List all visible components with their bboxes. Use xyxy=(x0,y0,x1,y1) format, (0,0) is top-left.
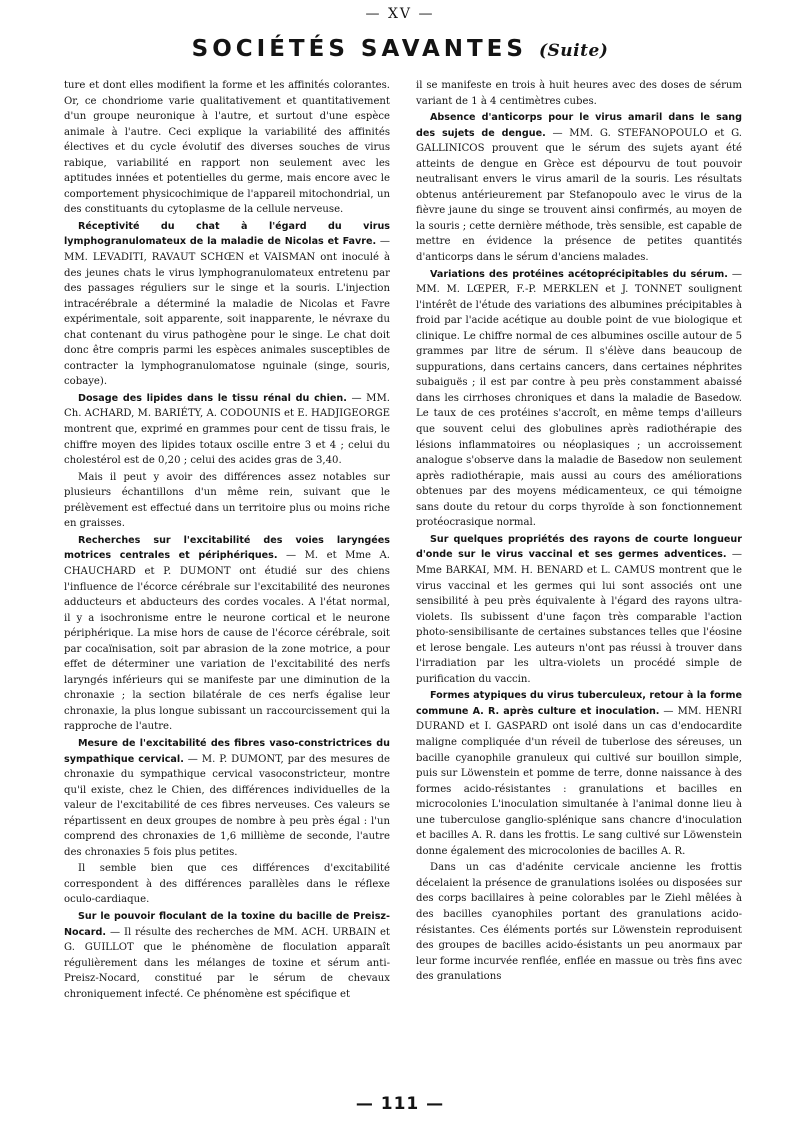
paragraph-text: Il semble bien que ces différences d'excitabilité correspondent à des différences parallèles dans le réflexe oculo-cardiaque. xyxy=(64,863,390,906)
paragraph-text: ture et dont elles modifient la forme et les affinités colorantes. Or, ce chondriome varie qualitativement et quantitativement d'un groupe neuronique à l'autre, et surtout d'une espèce animale à l'autre. Ceci explique la variabilité des affinités électives et du cycle évolutif des diverses souches de virus rabique, variabilité en rapport non seulement avec les aptitudes innées et potentielles du germe, mais encore avec le comportement physicochimique de l'appareil mitochondrial, un des constituants du cytoplasme de la cellule nerveuse. xyxy=(64,80,390,216)
paragraph xyxy=(64,861,390,908)
paragraph-heading: Formes atypiques du virus tuberculeux, retour à la forme commune A. R. après culture et inoculation. xyxy=(416,690,742,717)
paragraph xyxy=(64,470,390,532)
paragraph xyxy=(416,78,742,109)
paragraph xyxy=(64,391,390,469)
roman-page-number: — XV — xyxy=(365,6,435,22)
section-title xyxy=(0,36,800,62)
paragraph xyxy=(416,860,742,984)
paragraph-heading: Dosage des lipides dans le tissu rénal du chien. xyxy=(78,392,347,404)
section-title-text: SOCIÉTÉS SAVANTES xyxy=(191,36,527,62)
paragraph-heading: Réceptivité du chat à l'égard du virus lymphogranulomateux de la maladie de Nicolas et Favre. xyxy=(64,220,390,248)
paragraph xyxy=(64,533,390,735)
paragraph xyxy=(416,267,742,531)
paragraph-text: — MM. Ch. ACHARD, M. BARIÉTY, A. CODOUNIS et E. HADJIGEORGE montrent que, exprimé en grammes pour cent de tissu frais, le chiffre moyen des lipides totaux oscille entre 3 et 4 ; celui du cholestérol est de 0,20 ; celui des acides gras de 3,40. xyxy=(64,392,390,467)
paragraph-heading: Mesure de l'excitabilité des fibres vaso-constrictrices du sympathique cervical. xyxy=(64,737,390,765)
paragraph-heading: Variations des protéines acétoprécipitables du sérum. xyxy=(430,268,728,280)
paragraph-text: — M. P. DUMONT, par des mesures de chronaxie du sympathique cervical vasoconstricteur, montre qu'il existe, chez le Chien, des différences individuelles de la valeur de l'excitabilité de ces fibres nerveuses. Ces valeurs se répartissent en deux groupes de nombre à peu près égal : l'un comprend des chronaxies de 1,6 millième de seconde, l'autre des chronaxies 5 fois plus petites. xyxy=(64,753,390,858)
right-column xyxy=(416,78,742,1084)
paragraph xyxy=(64,219,390,390)
paragraph-text: — MM. M. LŒPER, F.-P. MERKLEN et J. TONNET soulignent l'intérêt de l'étude des variations des albumines précipitables à froid par l'acide acétique au double point de vue biologique et clinique. Le chiffre normal de ces albumines oscille autour de 5 grammes par litre de sérum. Il s'élève dans beaucoup de suppurations, dans certains cancers, dans certaines néphrites subaiguës ; il est par contre à peu près constamment abaissé dans les cirrhoses chroniques et dans la maladie de Basedow. Le taux de ces protéines s'accroît, en même temps d'ailleurs que souvent celui des globulines après radiothérapie des lésions inflammatoires ou néoplasiques ; un accroissement analogue s'observe dans la maladie de Basedow non seulement après radiothérapie, mais aussi au cours des améliorations obtenues par des moyens médicamenteux, ce qui témoigne sans doute du retour du corps thyroïde à son fonctionnement protéocrasique normal. xyxy=(416,268,742,529)
paragraph-text: — MM. LEVADITI, RAVAUT SCHŒN et VAISMAN ont inoculé à des jeunes chats le virus lymphogranulomateux entretenu par des passages réguliers sur le singe et la souris. L'injection intracérébrale a déterminé la maladie de Nicolas et Favre expérimentale, soit apparente, soit inapparente, le névraxe du chat contenant du virus pathogène pour le singe. Le chat doit donc être compris parmi les espèces animales susceptibles de contracter la lymphogranulomatose nguinale (singe, souris, cobaye). xyxy=(64,236,390,388)
paragraph xyxy=(64,736,390,860)
paragraph-text: il se manifeste en trois à huit heures avec des doses de sérum variant de 1 à 4 centimètres cubes. xyxy=(416,80,742,107)
paragraph-text: — Il résulte des recherches de MM. ACH. URBAIN et G. GUILLOT que le phénomène de floculation apparaît régulièrement dans les mélanges de toxine et sérum anti-Preisz-Nocard, constitué par le sérum de chevaux chroniquement infecté. Ce phénomène est spécifique et xyxy=(64,926,390,1000)
paragraph-heading: Sur le pouvoir floculant de la toxine du bacille de Preisz-Nocard. xyxy=(64,910,390,938)
paragraph-text: Dans un cas d'adénite cervicale ancienne les frottis décelaient la présence de granulations isolées ou disposées sur des corps bacillaires à peine colorables par le Ziehl mêlées à des bacilles cyanophiles portant des granulations acido-résistantes. Ces éléments portés sur Löwenstein reproduisent des groupes de bacilles acido-ésistants un peu anormaux par leur forme incurvée renflée, enflée en massue ou très fins avec des granulations xyxy=(416,862,742,983)
paragraph-text: — MM. G. STEFANOPOULO et G. GALLINICOS prouvent que le sérum des sujets ayant été atteints de dengue en Grèce est dépourvu de tout pouvoir neutralisant envers le virus amaril de la souris. Les résultats obtenus antérieurement par Stefanopoulo avec le virus de la fièvre jaune du singe se trouvent ainsi confirmés, au moyen de la souris ; cette dernière méthode, très sensible, est capable de mettre en évidence la présence de petites quantités d'anticorps dans le sérum d'anciens malades. xyxy=(416,127,742,264)
paragraph-text: — Mme BARKAI, MM. H. BENARD et L. CAMUS montrent que le virus vaccinal et les germes qui lui sont associés ont une sensibilité à peu près équivalente à l'égard des rayons ultra-violets. Ils subissent d'une façon très comparable l'action photo-sensibilisante de certaines substances telles que l'éosine et lerose bengale. Les auteurs n'ont pas réussi à trouver dans l'irradiation par les ultra-violets un procédé simple de purification du vaccin. xyxy=(416,549,742,685)
paragraph xyxy=(416,110,742,265)
section-subtitle: (Suite) xyxy=(538,41,609,61)
paragraph xyxy=(416,688,742,859)
paragraph xyxy=(416,532,742,687)
paragraph-text: — MM. HENRI DURAND et I. GASPARD ont isolé dans un cas d'endocardite maligne compliquée d'un réveil de tuberlose des séreuses, un bacille cyanophile granuleux qui cultivé sur bouillon simple, puis sur Löwenstein et pomme de terre, donne naissance à des formes acido-résistantes : granulations et bacilles en microcolonies L'inoculation simultanée à l'animal donne lieu à une tuberculose ganglio-splénique sans chancre d'inoculation et bacilles A. R. dans les frottis. Le sang cultivé sur Löwenstein donne également des microcolonies de bacilles A. R. xyxy=(416,705,742,857)
paragraph-text: — M. et Mme A. CHAUCHARD et P. DUMONT ont étudié sur des chiens l'influence de l'écorce cérébrale sur l'excitabilité des neurones adducteurs et abducteurs des cordes vocales. A l'état normal, il y a isochronisme entre le neurone cortical et le neurone périphérique. La mise hors de cause de l'écorce cérébrale, soit par cocaïnisation, soit par abrasion de la zone motrice, a pour effet de déterminer une variation de l'excitabilité des nerfs laryngés inférieurs qui se manifeste par une diminution de la chronaxie ; la section bilatérale de ces nerfs égalise leur chronaxie, la plus longue subissant un raccourcissement qui la rapproche de l'autre. xyxy=(64,550,390,733)
paragraph-text: Mais il peut y avoir des différences assez notables sur plusieurs échantillons d'un même rein, suivant que le prélèvement est effectué dans un territoire plus ou moins riche en graisses. xyxy=(64,471,390,530)
paragraph-heading: Absence d'anticorps pour le virus amaril dans le sang des sujets de dengue. xyxy=(416,112,742,139)
two-column-body xyxy=(64,78,742,1084)
paragraph xyxy=(64,78,390,218)
paragraph-heading: Sur quelques propriétés des rayons de courte longueur d'onde sur le virus vaccinal et ses germes adventices. xyxy=(416,533,742,561)
page-header xyxy=(0,0,800,82)
left-column xyxy=(64,78,390,1084)
paragraph xyxy=(64,909,390,1002)
page-number: — 111 — xyxy=(355,1094,445,1114)
paragraph-heading: Recherches sur l'excitabilité des voies laryngées motrices centrales et périphériques. xyxy=(64,534,390,562)
